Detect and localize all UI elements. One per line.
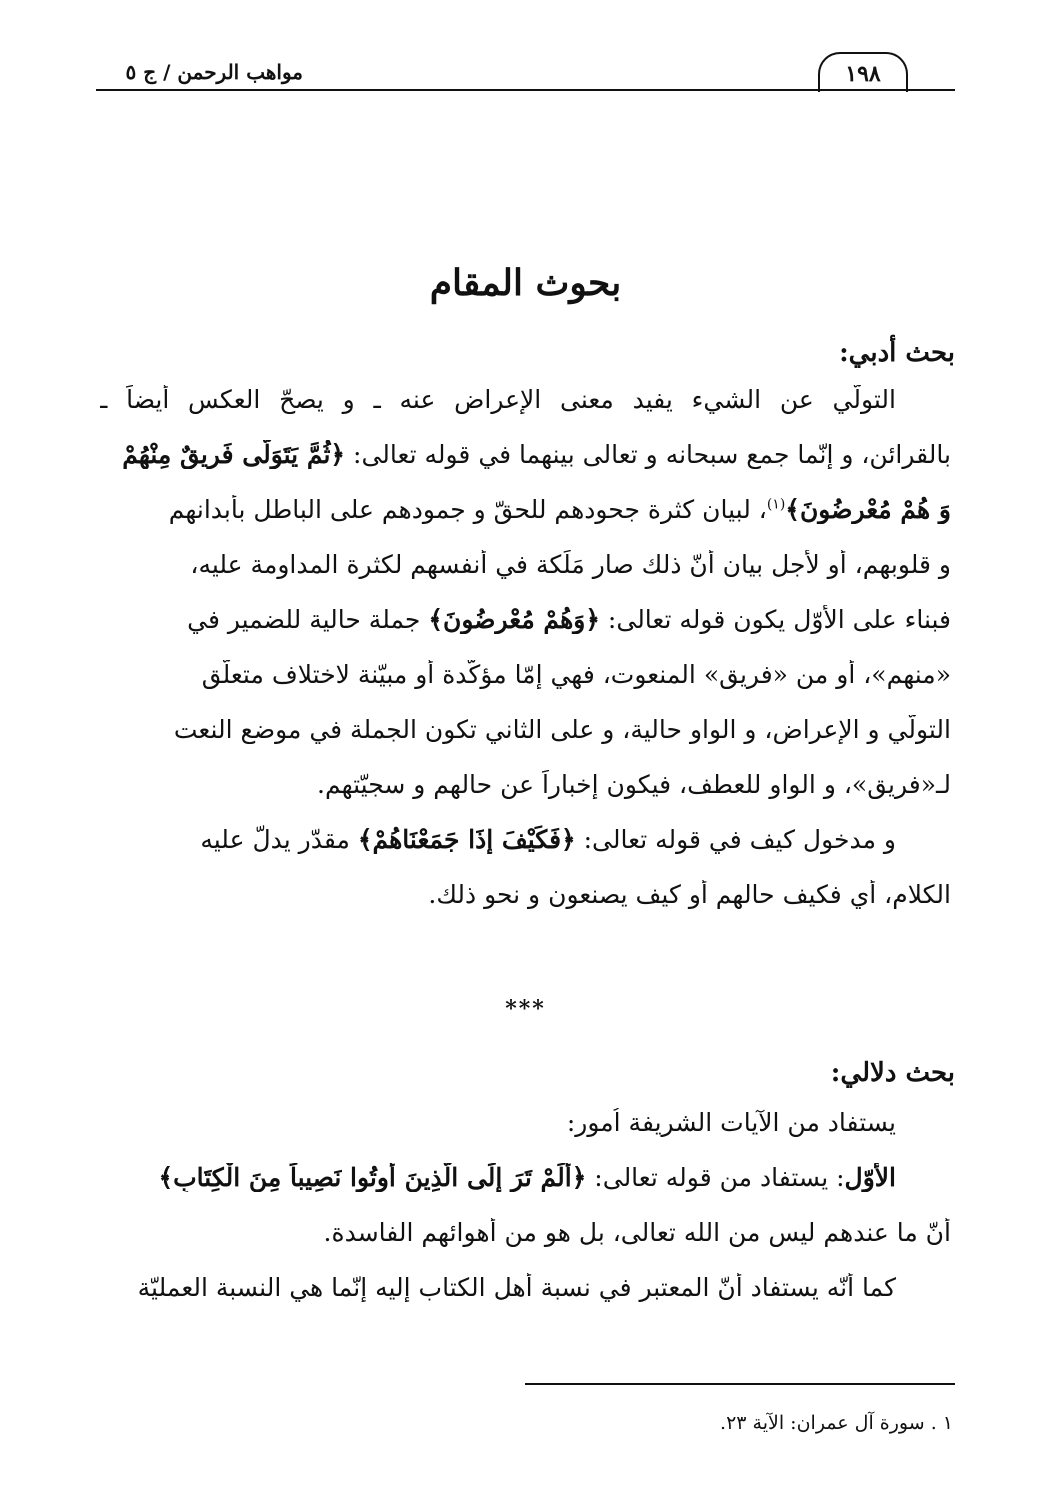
literary-line-7: التولّي و الإعراض، و الواو حالية، و على الثاني تكون الجملة في موضع النعت: [173, 715, 951, 744]
literary-line-4: و قلوبهم، أو لأجل بيان أنّ ذلك صار مَلَكة في أنفسهم لكثرة المداومة عليه،: [190, 550, 951, 579]
literary-line-2: بالقرائن، و إنّما جمع سبحانه و تعالى بينهما في قوله تعالى: ﴿ثُمَّ يَتَوَلَّى فَرِيقٌ مِنْهُمْ: [122, 440, 951, 469]
section-separator: ***: [505, 996, 546, 1022]
footnote-rule: [525, 1383, 955, 1385]
running-header-title: مواهب الرحمن / ج ٥: [125, 60, 303, 84]
section-title: بحوث المقام: [429, 262, 622, 304]
literary-line-6: «منهم»، أو من «فريق» المنعوت، فهي إمّا مؤكّدة أو مبيّنة لاختلاف متعلّق: [201, 660, 951, 689]
literary-line-8: لـ«فريق»، و الواو للعطف، فيكون إخباراً عن حالهم و سجيّتهم.: [317, 770, 951, 799]
semantic-line-1: يستفاد من الآيات الشريفة اُمور:: [566, 1108, 896, 1137]
semantic-line-2: الأوّل: يستفاد من قوله تعالى: ﴿أَلَمْ تَرَ إِلَى الَّذِينَ أُوتُوا نَصِيباً مِنَ الْكِتَابِ﴾: [158, 1163, 896, 1192]
literary-line-1: التولّي عن الشيء يفيد معنى الإعراض عنه ـ و يصحّ العكس أيضاً ـ: [100, 385, 896, 414]
literary-line-9: و مدخول كيف في قوله تعالى: ﴿فَكَيْفَ إِذَا جَمَعْنَاهُمْ﴾ مقدّر يدلّ عليه: [200, 825, 896, 854]
semantic-line-4: كما أنّه يستفاد أنّ المعتبر في نسبة أهل الكتاب إليه إنّما هي النسبة العمليّة: [137, 1273, 896, 1302]
literary-line-5: فبناء على الأوّل يكون قوله تعالى: ﴿وَهُمْ مُعْرِضُونَ﴾ جملة حالية للضمير في: [187, 605, 951, 634]
semantic-line-3: أنّ ما عندهم ليس من الله تعالى، بل هو من أهوائهم الفاسدة.: [323, 1218, 951, 1247]
header-rule: [96, 89, 955, 91]
footnote: ١ . سورة آل عمران: الآية ٢٣.: [720, 1412, 953, 1434]
literary-heading: بحث أدبي:: [839, 338, 955, 368]
footnote-ref: (١): [766, 496, 786, 513]
page-number-badge: ١٩٨: [818, 52, 908, 92]
literary-line-3: وَ هُمْ مُعْرِضُونَ﴾$^{(١)}$، لبيان كثرة جحودهم للحقّ و جمودهم على الباطل بأبدانهم: [168, 495, 951, 524]
literary-line-10: الكلام، أي فكيف حالهم أو كيف يصنعون و نحو ذلك.: [428, 880, 951, 909]
semantic-heading: بحث دلالي:: [830, 1058, 955, 1088]
